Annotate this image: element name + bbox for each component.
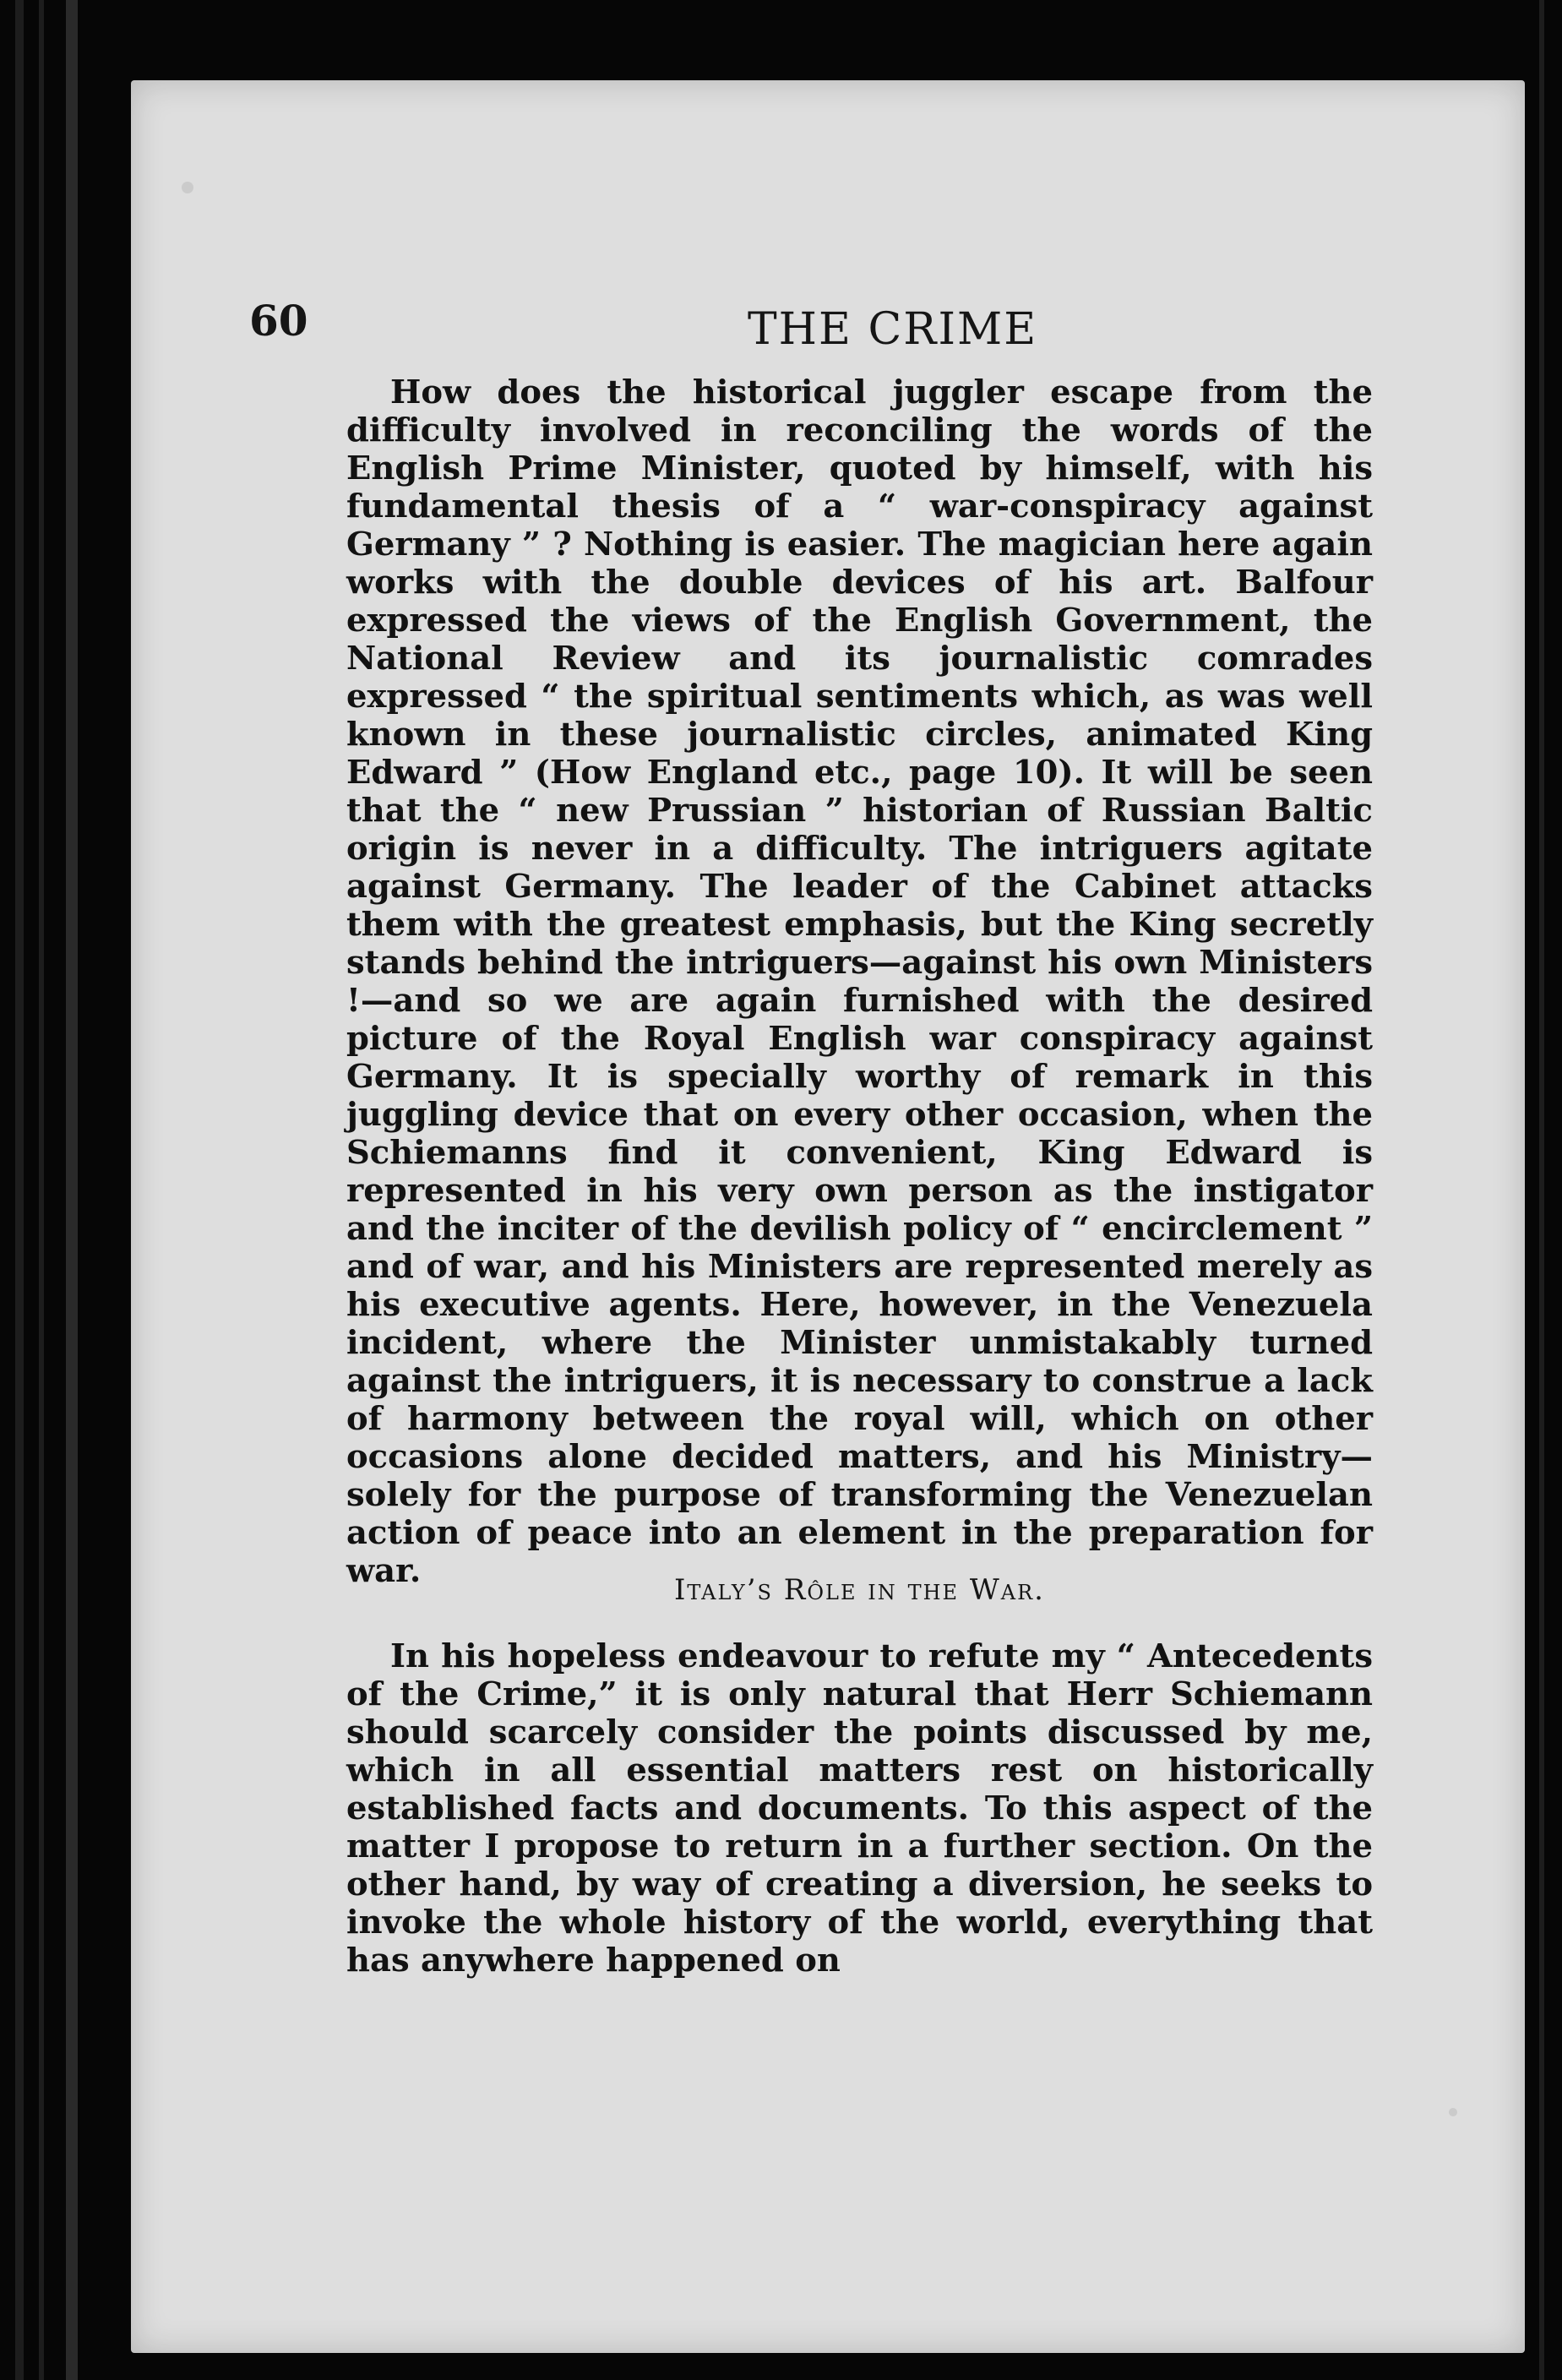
body-paragraph: In his hopeless endeavour to refute my “ Antecedents of the Crime,” it is only natural that Herr Schiemann should scarcely consider the points discussed by me, which in all essential matters rest on historically established facts and documents. To this aspect of the matter I propose to return in a further section. On the other hand, by way of creating a diversion, he seeks to invoke the whole history of the world, everything that has anywhere happened on	[346, 1637, 1373, 1980]
section-heading: Italy’s Rôle in the War.	[673, 1573, 1045, 1607]
running-title: THE CRIME	[748, 304, 1038, 355]
body-paragraph: How does the historical juggler escape from the difficulty involved in reconciling the words of the English Prime Minister, quoted by himself, with his fundamental thesis of a “ war-conspiracy against Germany ” ? Nothing is easier. The magician here again works with the double devices of his art. Balfour expressed the views of the English Government, the National Review and its journalistic comrades expressed “ the spiritual sentiments which, as was well known in these journalistic circles, animated King Edward ” (How England etc., page 10). It will be seen that the “ new Prussian ” historian of Russian Baltic origin is never in a difficulty. The intriguers agitate against Germany. The leader of the Cabinet attacks them with the greatest emphasis, but the King secretly stands behind the intriguers—against his own Ministers !—and so we are again furnished with the desired picture of the Royal English war conspiracy against Germany. It is specially worthy of remark in this juggling device that on every other occasion, when the Schiemanns find it convenient, King Edward is represented in his very own person as the instigator and the inciter of the devilish policy of “ encirclement ” and of war, and his Ministers are represented merely as his executive agents. Here, however, in the Venezuela incident, where the Minister unmistakably turned against the intriguers, it is necessary to construe a lack of harmony between the royal will, which on other occasions alone decided matters, and his Ministry—solely for the purpose of transforming the Venezuelan action of peace into an element in the preparation for war.	[346, 373, 1373, 1590]
paper-blemish	[182, 182, 193, 193]
paper-blemish	[1449, 2108, 1457, 2116]
page-number: 60	[249, 296, 308, 346]
film-edge-stripe	[39, 0, 44, 2380]
film-edge-stripe	[15, 0, 24, 2380]
film-edge-stripe	[66, 0, 78, 2380]
film-edge-stripe	[1539, 0, 1544, 2380]
page-header	[249, 287, 1347, 363]
